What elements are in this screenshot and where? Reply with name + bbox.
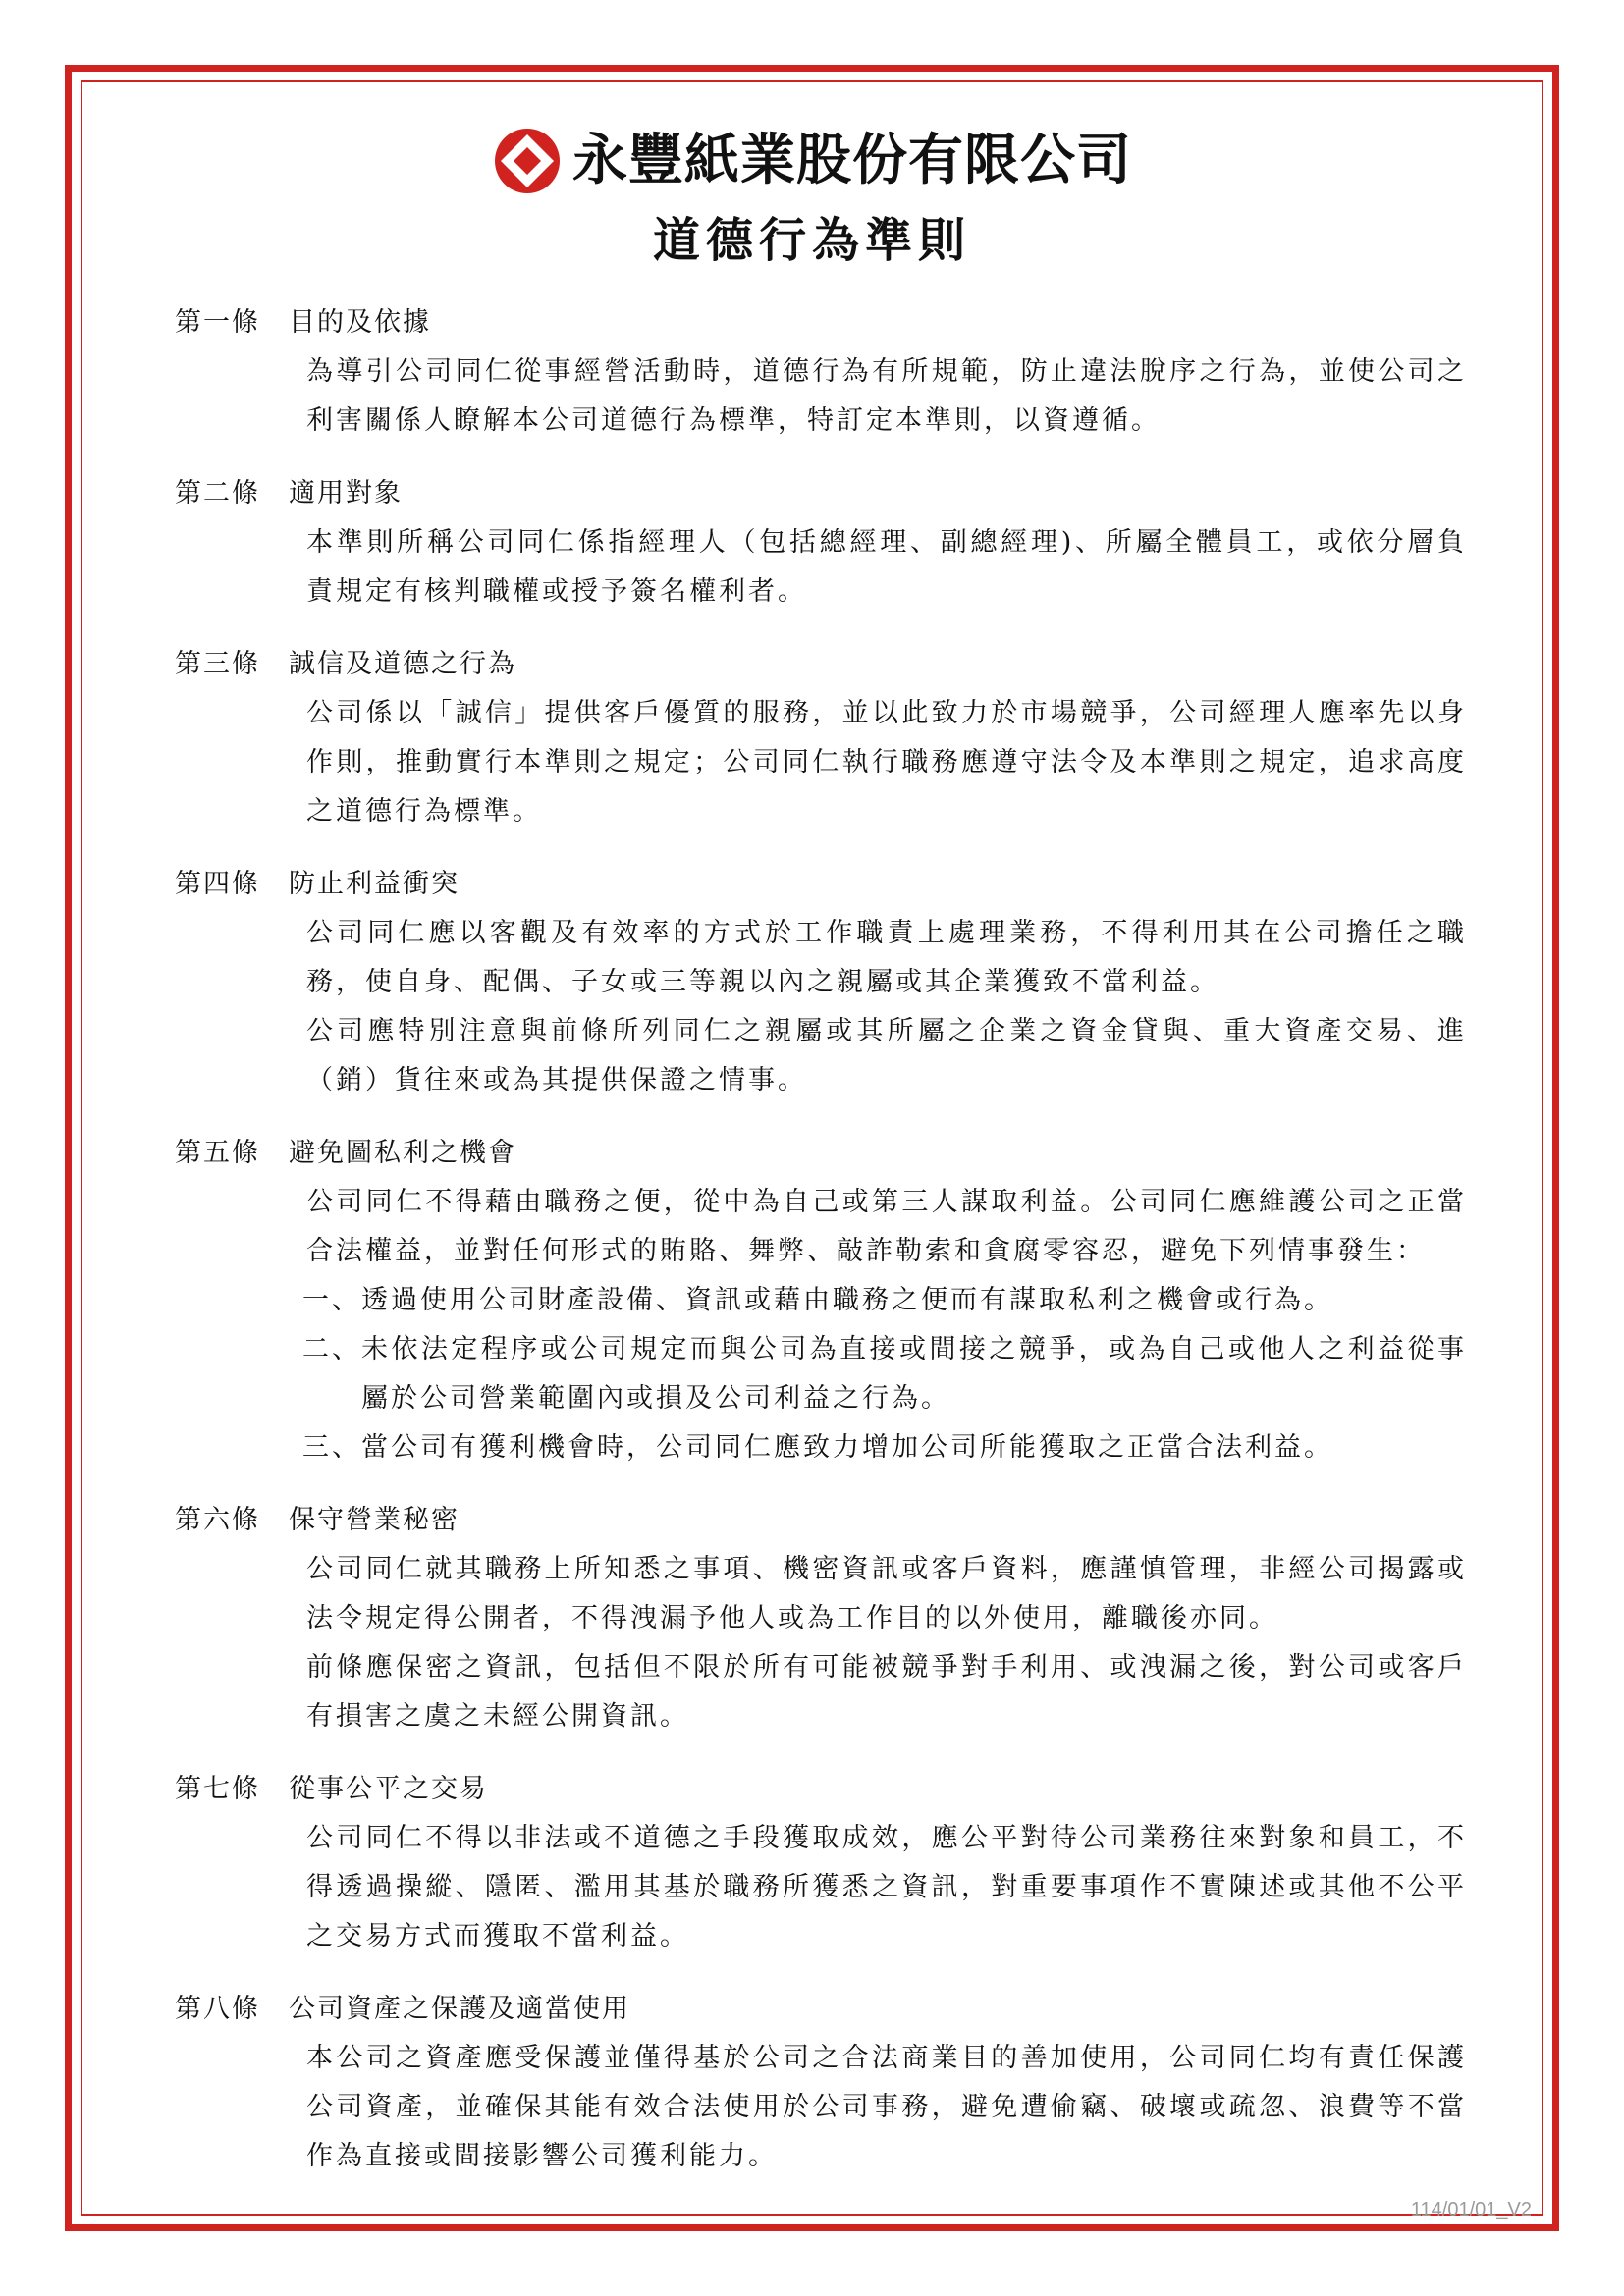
article-heading [175,1496,1471,1545]
article-heading [175,1985,1471,2034]
document-title: 道德行為準則 [652,213,971,268]
article-paragraph: 公司同仁應以客觀及有效率的方式於工作職責上處理業務，不得利用其在公司擔任之職務，使自身、配偶、子女或三等親以內之親屬或其企業獲致不當利益。 [306,918,1467,997]
article-paragraph: 本公司之資產應受保護並僅得基於公司之合法商業目的善加使用，公司同仁均有責任保護公司資產，並確保其能有效合法使用於公司事務，避免遭偷竊、破壞或疏忽、浪費等不當作為直接或間接影響公司獲利能力。 [306,2043,1467,2171]
list-item-text: 未依法定程序或公司規定而與公司為直接或間接之競爭，或為自己或他人之利益從事屬於公司營業範圍內或損及公司利益之行為。 [361,1334,1467,1414]
article-paragraph: 公司同仁就其職務上所知悉之事項、機密資訊或客戶資料，應謹慎管理，非經公司揭露或法令規定得公開者，不得洩漏予他人或為工作目的以外使用，離職後亦同。 [306,1554,1467,1633]
company-name: 永豐紙業股份有限公司 [572,129,1132,192]
article [175,1129,1471,1472]
list-item [302,1276,1467,1325]
article-number: 第八條 [175,1994,260,2024]
article-paragraph: 公司係以「誠信」提供客戶優質的服務，並以此致力於市場競爭，公司經理人應率先以身作則，推動實行本準則之規定；公司同仁執行職務應遵守法令及本準則之規定，追求高度之道德行為標準。 [306,698,1467,827]
article-title: 保守營業秘密 [289,1505,460,1535]
list-item-marker: 三、 [302,1432,361,1463]
article [175,860,1471,1105]
article [175,1985,1471,2181]
article [175,469,1471,616]
document-body [175,298,1471,2205]
article-heading [175,469,1471,518]
article-number: 第五條 [175,1138,260,1168]
article-paragraph: 公司同仁不得藉由職務之便，從中為自己或第三人謀取利益。公司同仁應維護公司之正當合法權益，並對任何形式的賄賂、舞弊、敲詐勒索和貪腐零容忍，避免下列情事發生： [306,1187,1467,1266]
list-item-text: 透過使用公司財產設備、資訊或藉由職務之便而有謀取私利之機會或行為。 [361,1285,1333,1315]
article-paragraph: 為導引公司同仁從事經營活動時，道德行為有所規範，防止違法脫序之行為，並使公司之利害關係人瞭解本公司道德行為標準，特訂定本準則，以資遵循。 [306,356,1467,436]
letterhead [0,120,1624,202]
article-number: 第六條 [175,1505,260,1535]
article-number: 第七條 [175,1774,260,1804]
article-title: 從事公平之交易 [289,1774,488,1804]
version-label: 114/01/01_V2 [1410,2199,1532,2220]
article-paragraph: 公司同仁不得以非法或不道德之手段獲取成效，應公平對待公司業務往來對象和員工，不得透過操縱、隱匿、濫用其基於職務所獲悉之資訊，對重要事項作不實陳述或其他不公平之交易方式而獲取不當利益。 [306,1823,1467,1951]
article-title: 公司資產之保護及適當使用 [289,1994,630,2024]
article-paragraph: 公司應特別注意與前條所列同仁之親屬或其所屬之企業之資金貸與、重大資產交易、進（銷）貨往來或為其提供保證之情事。 [306,1016,1467,1095]
article-title: 防止利益衝突 [289,869,460,899]
list-item-marker: 一、 [302,1285,361,1315]
company-logo-icon [492,126,563,196]
article [175,298,1471,446]
article [175,640,1471,836]
article-title: 適用對象 [289,478,403,508]
article-paragraph: 本準則所稱公司同仁係指經理人（包括總經理、副總經理)、所屬全體員工，或依分層負責規定有核判職權或授予簽名權利者。 [306,527,1467,607]
article-heading [175,640,1471,689]
article [175,1765,1471,1961]
article [175,1496,1471,1741]
list-item [302,1325,1467,1423]
article-heading [175,1765,1471,1814]
list-item-text: 當公司有獲利機會時，公司同仁應致力增加公司所能獲取之正當合法利益。 [361,1432,1333,1463]
article-number: 第二條 [175,478,260,508]
article-number: 第四條 [175,869,260,899]
article-paragraph: 前條應保密之資訊，包括但不限於所有可能被競爭對手利用、或洩漏之後，對公司或客戶有損害之虞之未經公開資訊。 [306,1652,1467,1732]
article-heading [175,1129,1471,1178]
article-heading [175,298,1471,347]
list-item-marker: 二、 [302,1334,361,1364]
list-item [302,1423,1467,1472]
article-title: 目的及依據 [289,307,431,338]
article-number: 第三條 [175,649,260,679]
article-title: 誠信及道德之行為 [289,649,516,679]
article-heading [175,860,1471,909]
article-title: 避免圖私利之機會 [289,1138,516,1168]
article-number: 第一條 [175,307,260,338]
